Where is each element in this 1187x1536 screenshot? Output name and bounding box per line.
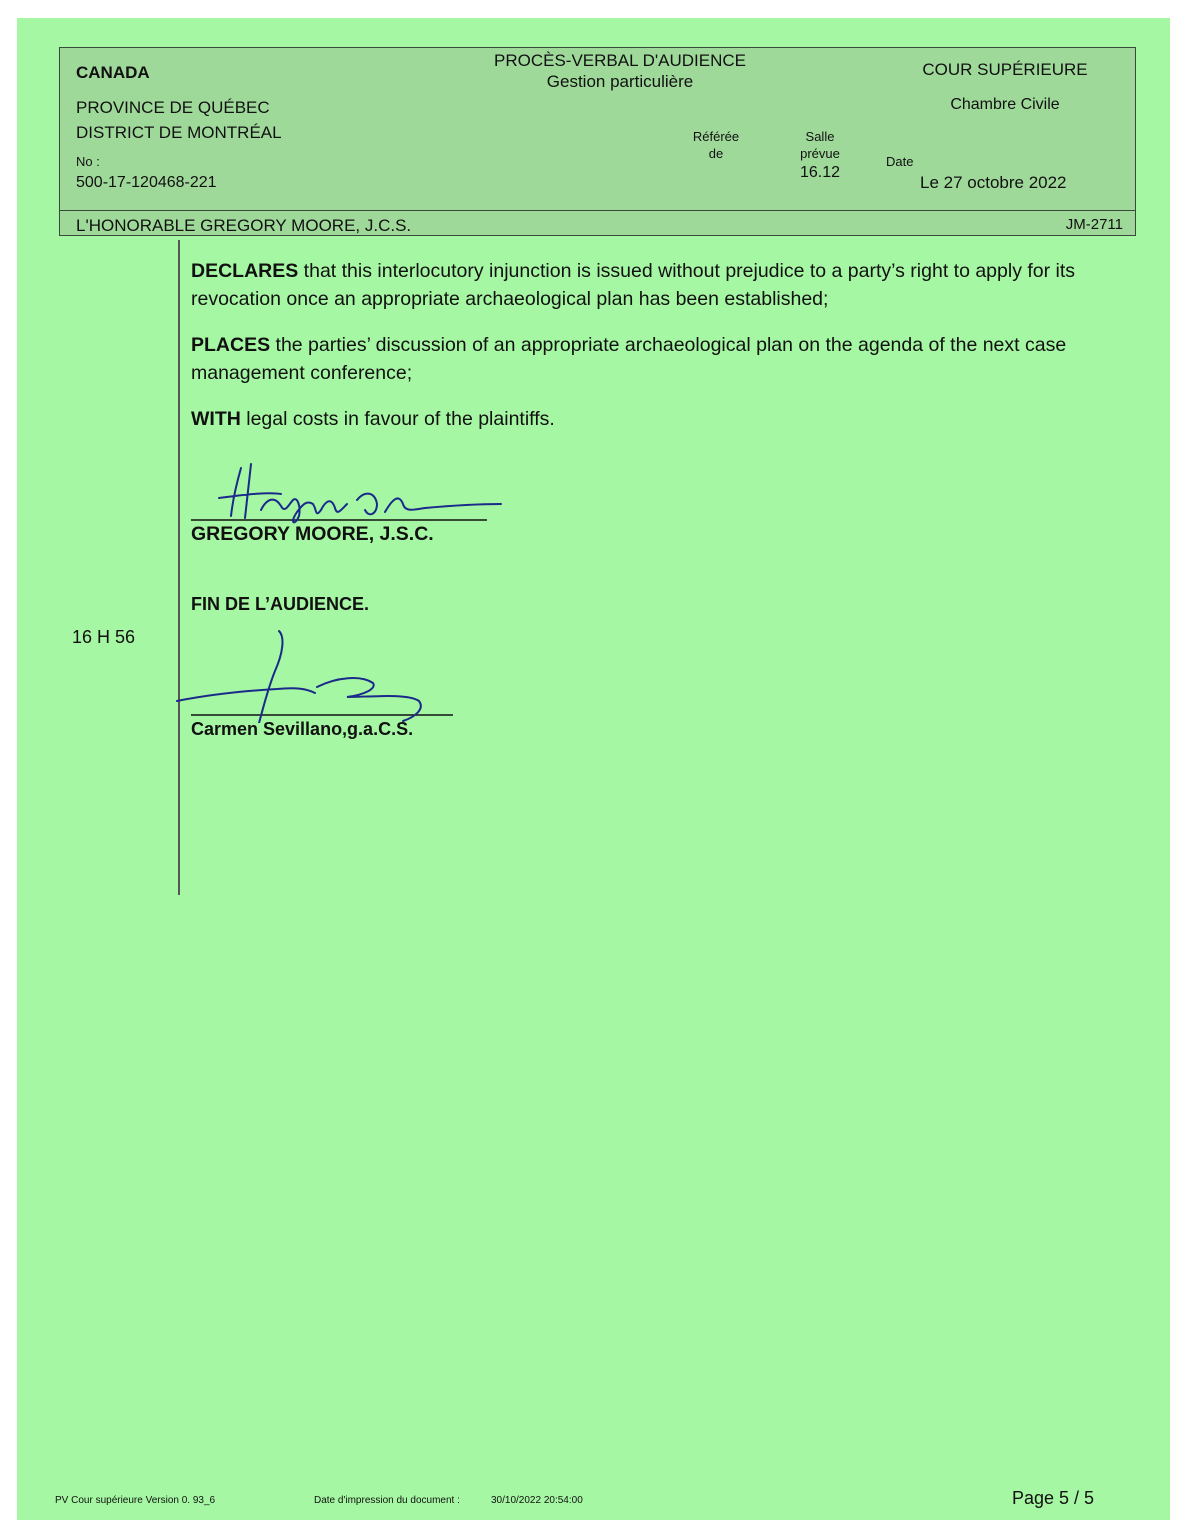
paragraph-places-text: the parties’ discussion of an appropriate archaeological plan on the agenda of the next case management conference; — [191, 334, 1067, 384]
room-label-line-2: prévue — [800, 146, 840, 161]
hearing-end-time: 16 H 56 — [72, 627, 136, 647]
paragraph-declares-text: that this interlocutory injunction is issued without prejudice to a party’s right to apply for its revocation once an appropriate archaeological plan has been established; — [191, 260, 1076, 310]
room-label — [780, 128, 860, 162]
paragraph-declares — [191, 257, 1146, 313]
paragraph-with — [191, 405, 1146, 433]
paragraph-with-keyword: WITH — [191, 408, 241, 430]
room-label-line-1: Salle — [805, 129, 835, 144]
paragraph-places — [191, 331, 1146, 387]
clerk-signature-stroke — [177, 631, 421, 723]
judge-signature — [189, 460, 509, 530]
judge-name: GREGORY MOORE, J.S.C. — [191, 523, 434, 545]
province: PROVINCE DE QUÉBEC — [76, 98, 270, 117]
paragraph-places-keyword: PLACES — [191, 334, 271, 356]
referee-label — [676, 128, 756, 162]
margin-divider — [178, 240, 180, 895]
judge-signature-stroke — [219, 464, 501, 522]
paragraph-with-text: legal costs in favour of the plaintiffs. — [240, 408, 555, 430]
hearing-minutes-header — [59, 47, 1136, 236]
hearing-date: Le 27 octobre 2022 — [920, 173, 1067, 192]
end-of-hearing: FIN DE L’AUDIENCE. — [191, 594, 370, 614]
document-subtitle: Gestion particulière — [546, 72, 694, 91]
form-version: PV Cour supérieure Version 0. 93_6 — [55, 1495, 216, 1506]
referee-label-line-1: Référée — [692, 129, 740, 144]
district: DISTRICT DE MONTRÉAL — [76, 123, 282, 142]
judge-code: JM-2711 — [1065, 216, 1123, 233]
referee-label-line-2: de — [708, 146, 724, 161]
clerk-signature — [167, 623, 467, 723]
print-date-label: Date d'impression du document : — [314, 1495, 460, 1506]
file-number-label: No : — [76, 154, 100, 169]
file-number: 500-17-120468-221 — [76, 174, 217, 191]
print-date: 30/10/2022 20:54:00 — [491, 1495, 583, 1506]
document-page — [17, 18, 1170, 1520]
court-name: COUR SUPÉRIEURE — [922, 60, 1088, 79]
chamber: Chambre Civile — [950, 96, 1060, 113]
page-number: Page 5 / 5 — [1012, 1488, 1095, 1508]
document-title: PROCÈS-VERBAL D'AUDIENCE — [493, 51, 746, 70]
header-divider — [60, 210, 1135, 211]
date-label: Date — [886, 154, 914, 169]
presiding-judge: L'HONORABLE GREGORY MOORE, J.C.S. — [76, 216, 412, 235]
paragraph-declares-keyword: DECLARES — [191, 260, 299, 282]
clerk-name: Carmen Sevillano,g.a.C.S. — [191, 719, 414, 739]
document-title-block — [440, 50, 800, 92]
room-value: 16.12 — [799, 164, 841, 181]
country: CANADA — [76, 63, 150, 82]
